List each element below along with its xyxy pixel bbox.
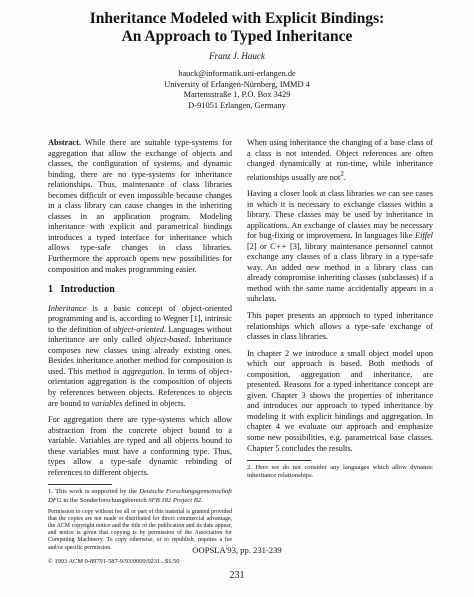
- text-span: .: [343, 172, 346, 182]
- affiliation-city: D-91051 Erlangen, Germany: [188, 100, 286, 110]
- right-paragraph-1: [247, 138, 433, 183]
- footnote-marker: 2: [340, 170, 344, 178]
- text-span: 1. This work is supported by the: [48, 488, 140, 496]
- permission-notice: Permission to copy without fee all or part of this material is granted provided that the copies are not made or distributed for direct commercial advantage, the ACM copyright notice and the title of the publication and its date appear, and notice is given that copying is by permission of the Association for Computing Machinery. To copy otherwise, or to republish, requires a fee and/or specific permission.: [48, 508, 232, 551]
- text-span: .: [201, 496, 203, 504]
- text-span: is a basic concept of object-oriented programming and is, according to Wegner [1], intrinsic to the definition of: [48, 303, 232, 334]
- text-span: [3], library maintenance personnel cannot exchange any classes of a class library in a type-safe way. An added new method in a library class can already compromise inheriting classes (subclasses) if a method with the same name accidentally appears in a subclass.: [247, 241, 434, 304]
- text-span: defined in objects.: [122, 398, 186, 408]
- left-column: [48, 138, 232, 567]
- abstract: [48, 138, 232, 275]
- text-span: When using inheritance the changing of a base class of a class is not intended. Object references are often changed dynamically at run-time, while inheritance relationships usually are not: [247, 138, 433, 182]
- text-span: Having a closer look at class libraries we can see cases in which it is necessary to exchange classes within a library. These classes may be used by inheritance in applications. An exchange of classes may be necessary for bug-fixing or improvement. In languages like: [247, 188, 433, 241]
- section-number: 1: [48, 284, 53, 296]
- affiliation: [0, 69, 474, 111]
- term-aggregation: aggregation: [122, 366, 163, 376]
- term-inheritance: Inheritance: [48, 303, 87, 313]
- text-span: . Inheritance composes new classes using already existing ones. Besides inheritance another method for composition is used. This method is: [48, 335, 232, 376]
- footnote-1: [48, 488, 232, 504]
- footnote-2: 2. Here we do not consider any languages which allow dynamic inheritance relationships.: [247, 464, 433, 480]
- footnote-rule: [247, 460, 311, 461]
- term-eiffel: Eiffel: [415, 231, 433, 241]
- author: Franz J. Hauck: [209, 51, 265, 61]
- abstract-label: Abstract.: [48, 138, 81, 147]
- right-column: [247, 138, 433, 484]
- page-number: 231: [229, 570, 245, 581]
- section-title: Introduction: [60, 284, 115, 296]
- term-object-based: object-based: [146, 335, 189, 345]
- section-heading: [48, 285, 232, 296]
- right-paragraph-4: In chapter 2 we introduce a small object model upon which our approach is based. Both methods of composition, aggregation and inheritance, are presented. Reasons for a typed inheritance concept are given. Chapter 3 shows the properties of inheritance and introduces our approach to typed inheritance by modeling it with explicit bindings and aggregation. In chapter 4 we evaluate our approach and emphasize some new possibilities, e.g. parametrical base classes. Chapter 5 concludes the results.: [247, 348, 433, 453]
- paper-title: [0, 10, 474, 46]
- copyright-line: © 1993 ACM 0-89791-587-9/93/0009/0231...$1.50: [48, 557, 180, 565]
- abstract-text: While there are suitable type-systems for aggregation that allow the exchange of objects and classes, the configuration of systems, and dynamic binding, there are no type-systems for inheritance relationships. Thus, maintenance of class libraries becomes difficult or even impossible because changes in a class library can cause changes in the inheriting classes in an application program. Modeling inheritance with explicit and parametrical bindings introduces a typed interface for inheritance which allows type-safe changes in class libraries. Furthermore the approach opens new possibilities for composition and makes programming easier.: [48, 138, 232, 274]
- text-span: . Languages without inheritance are only called: [48, 324, 232, 345]
- right-paragraph-3: This paper presents an approach to typed inheritance relationships which allows a type-safe exchange of classes in class libraries.: [247, 310, 433, 342]
- conference-footer: OOPSLA'93, pp. 231-239: [192, 545, 282, 555]
- footnote-rule: [48, 484, 112, 485]
- term-object-oriented: object-oriented: [113, 324, 164, 334]
- text-span: in the Sonderforschungsbereich: [61, 496, 149, 504]
- text-span: Deutsche Forschungsgemeinschaft DFG: [48, 488, 232, 504]
- affiliation-street: Martensstraße 1, P.O. Box 3429: [183, 90, 291, 100]
- text-span: SFB 182 Project B2: [148, 496, 202, 504]
- text-span: [2] or: [247, 241, 271, 251]
- intro-paragraph-2: For aggregation there are type-systems which allow abstraction from the concrete object bound to a variable. Variables are typed and all objects bound to these variables must have a conforming type. Thus, types allow a type-safe dynamic rebinding of references to different objects.: [48, 415, 232, 477]
- title-line-2: An Approach to Typed Inheritance: [121, 28, 353, 45]
- intro-paragraph-1: [48, 304, 232, 409]
- title-line-1: Inheritance Modeled with Explicit Bindings:: [89, 10, 385, 27]
- term-cpp: C++: [270, 241, 287, 251]
- text-span: . In terms of object-orientation aggregation is the composition of objects by references between objects. References to objects are bound to: [48, 366, 232, 408]
- affiliation-university: University of Erlangen-Nürnberg, IMMD 4: [164, 79, 310, 89]
- author-email: hauck@informatik.uni-erlangen.de: [178, 69, 296, 78]
- term-variables: variables: [91, 398, 123, 408]
- right-paragraph-2: [247, 189, 433, 305]
